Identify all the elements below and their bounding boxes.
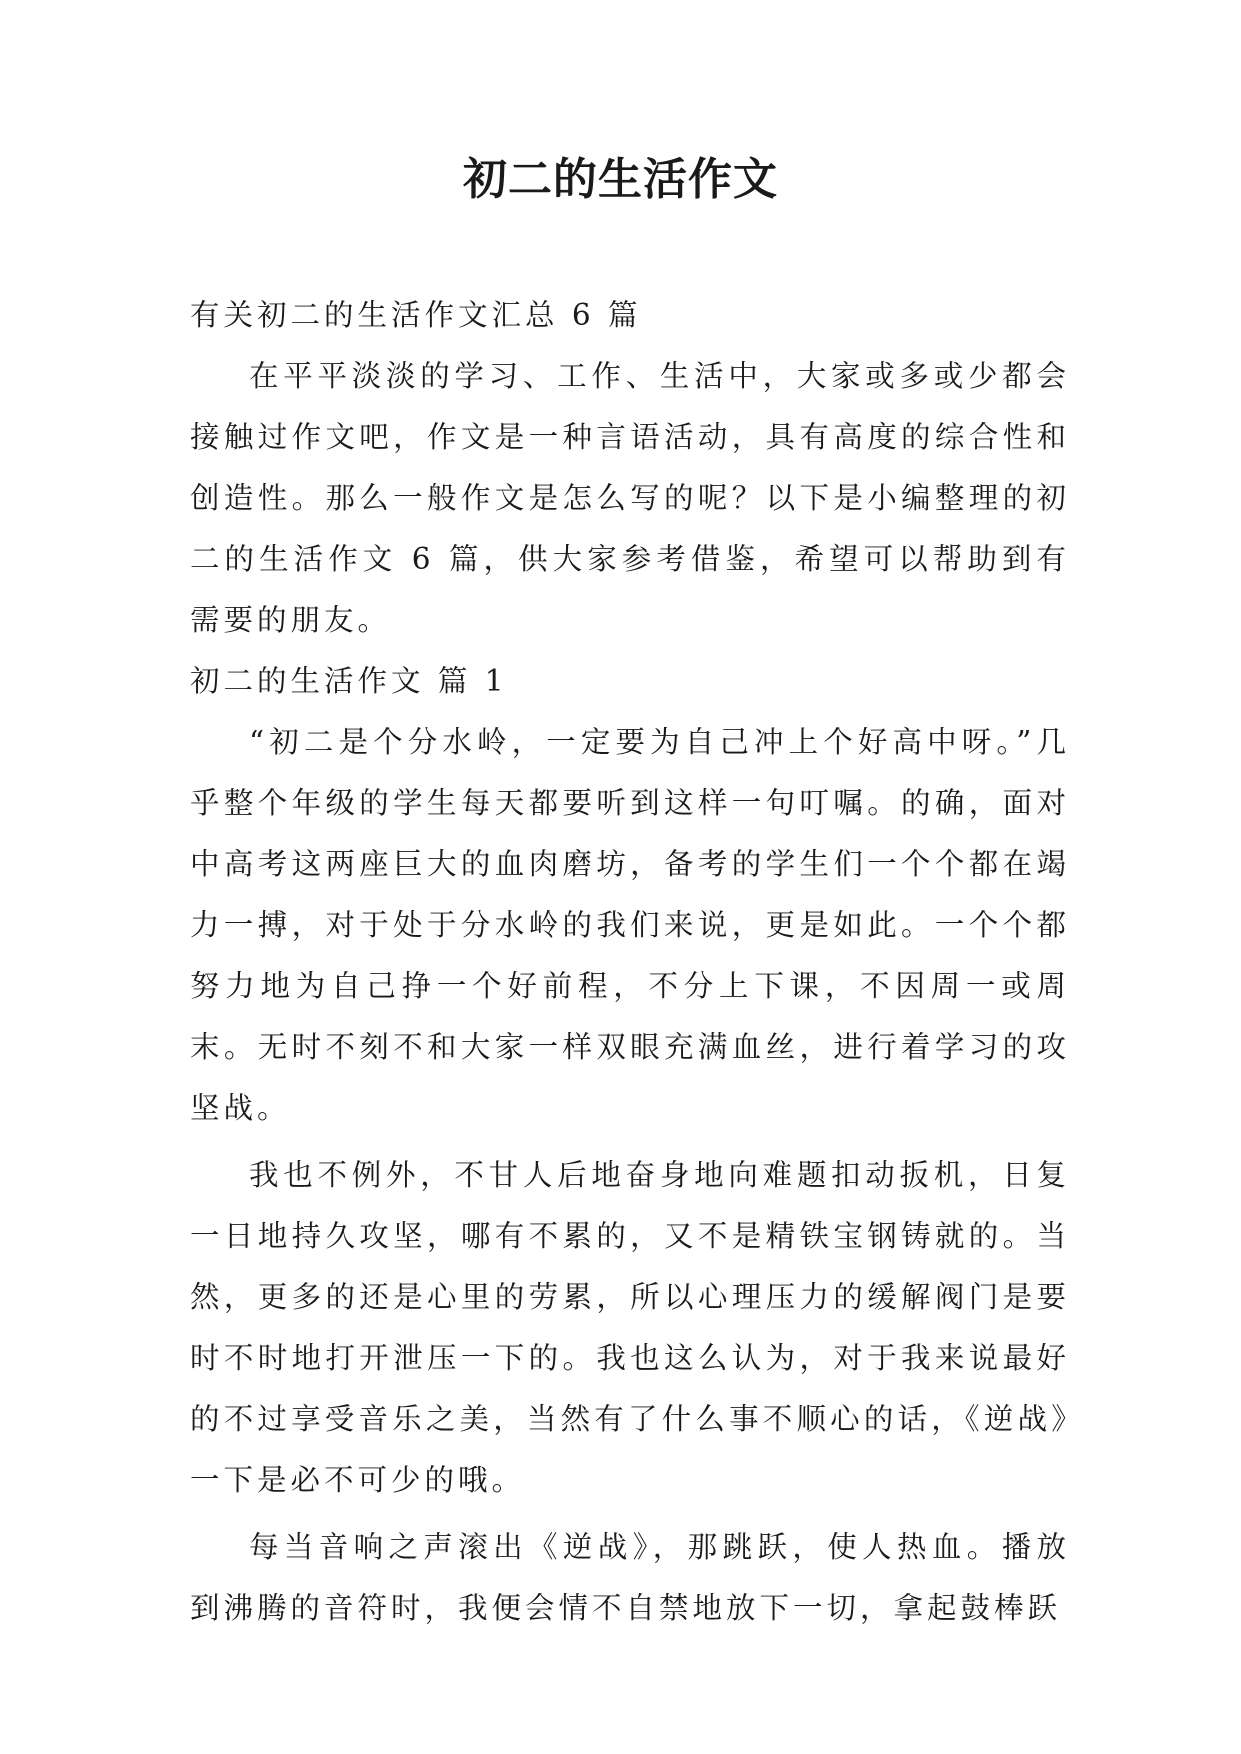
section-heading: 初二的生活作文 篇 1 [190, 664, 508, 698]
body-paragraph: “初二是个分水岭，一定要为自己冲上个好高中呀。”几乎整个年级的学生每天都要听到这样一句叮嘱。的确，面对中高考这两座巨大的血肉磨坊，备考的学生们一个个都在竭力一搏，对于处于分水岭的我们来说，更是如此。一个个都努力地为自己挣一个好前程，不分上下课，不因周一或周末。无时不刻不和大家一样双眼充满血丝，进行着学习的攻坚战。 [190, 725, 1070, 1125]
document-subtitle: 有关初二的生活作文汇总 6 篇 [190, 298, 642, 332]
document-body [190, 285, 1070, 1639]
body-paragraph: 我也不例外，不甘人后地奋身地向难题扣动扳机，日复一日地持久攻坚，哪有不累的，又不是精铁宝钢铸就的。当然，更多的还是心里的劳累，所以心理压力的缓解阀门是要时不时地打开泄压一下的。我也这么认为，对于我来说最好的不过享受音乐之美，当然有了什么事不顺心的话，《逆战》一下是必不可少的哦。 [190, 1158, 1070, 1497]
intro-paragraph: 在平平淡淡的学习、工作、生活中，大家或多或少都会接触过作文吧，作文是一种言语活动，具有高度的综合性和创造性。那么一般作文是怎么写的呢？以下是小编整理的初二的生活作文 6 篇，供大家参考借鉴，希望可以帮助到有需要的朋友。 [190, 359, 1070, 637]
document-title: 初二的生活作文 [463, 154, 778, 205]
body-paragraph: 每当音响之声滚出《逆战》，那跳跃，使人热血。播放到沸腾的音符时，我便会情不自禁地放下一切，拿起鼓棒跃 [190, 1530, 1070, 1625]
